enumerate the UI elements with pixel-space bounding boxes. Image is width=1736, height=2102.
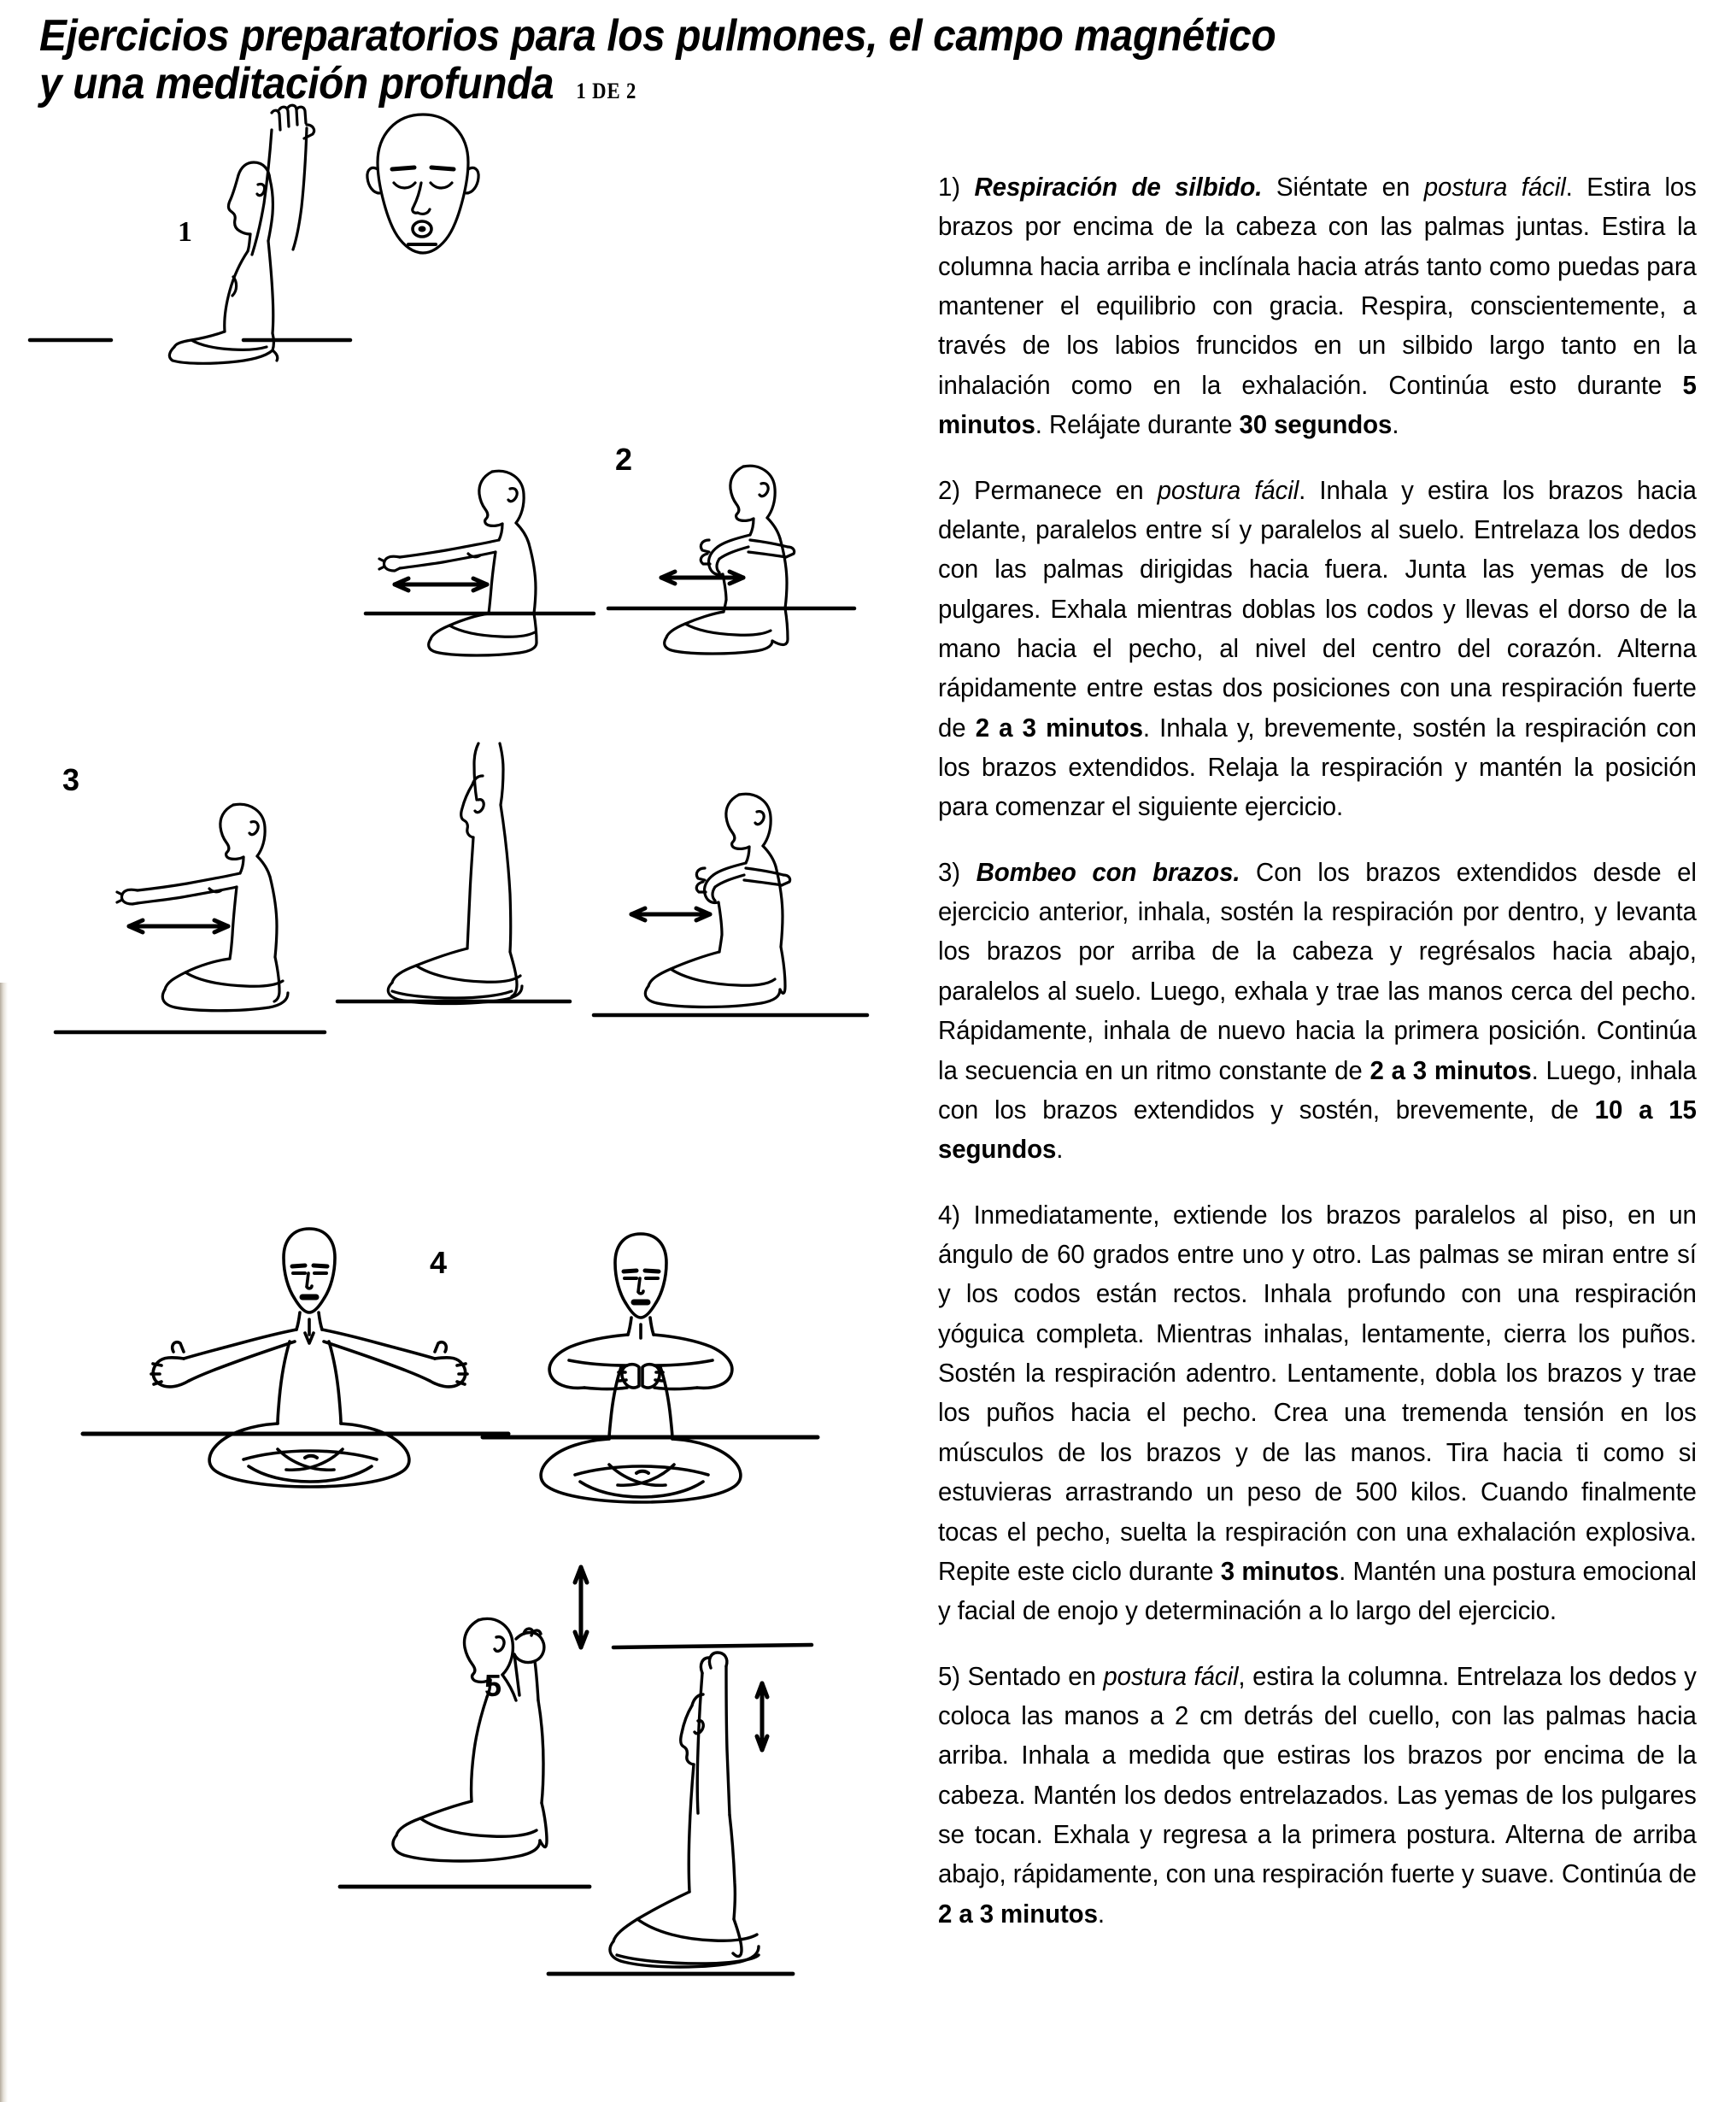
exercise-4-text-a: Inmediatamente, extiende los brazos paralelos al piso, en un ángulo de 60 grados entre uno y otro. Las palmas se miran entre sí y los codos están rectos. Inhala profundo con una respiración yóguica completa. Mientras inhalas, lentamente, cierra los puños. Sostén la respiración adentro. Lentamente, dobla los brazos y trae los puños hacia el pecho. Crea una tremenda tensión en los músculos de los brazos y de las manos. Tira hacia ti como si estuvieras arrastrando un peso de 500 kilos. Cuando finalmente tocas el pecho, suelta la respiración con una exhalación explosiva. Repite este ciclo durante [938, 1200, 1697, 1586]
title-line-1: Ejercicios preparatorios para los pulmones, el campo magnético [39, 11, 1276, 61]
exercise-5-number: 5) [938, 1661, 960, 1691]
exercise-3-number: 3) [938, 857, 960, 887]
figure-4-second-pose [513, 1213, 871, 1538]
exercise-1-text-b: . Estira los brazos por encima de la cabeza con las palmas juntas. Estira la columna hacia arriba e inclínala hacia atrás tanto como puedas para mantener el equilibrio con gracia. Respira, conscientemente, a través de los labios fruncidos en un silbido largo tanto en la inhalación como en la exhalación. Continúa esto durante [938, 173, 1697, 400]
figure-3-label: 3 [62, 762, 80, 797]
exercise-5-text-a: Sentado en [959, 1661, 1104, 1691]
exercise-1-text-a: Siéntate en [1262, 173, 1424, 202]
figure-4b-drawing [513, 1213, 871, 1538]
exercise-2-text-c: . Inhala y, brevemente, sostén la respiración con los brazos extendidos. Relaja la respiración y mantén la posición para comenzar el siguiente ejercicio. [938, 713, 1697, 822]
exercise-paragraph-1 [938, 167, 1697, 445]
exercise-5-text-b: , estira la columna. Entrelaza los dedos y coloca las manos a 2 cm detrás del cuello, con las palmas hacia arriba. Inhala a medida que estiras los brazos por encima de la cabeza. Mantén los dedos entrelazados. Las yemas de los pulgares se tocan. Exhala y regresa a la primera postura. Alterna de arriba abajo, rápidamente, con una respiración fuerte y suave. Continúa de [938, 1661, 1697, 1889]
exercise-3-bold-1: 2 a 3 minutos [1369, 1055, 1532, 1085]
exercise-5-text-c: . [1097, 1899, 1105, 1929]
exercise-paragraph-2 [938, 471, 1697, 827]
exercise-paragraph-4 [938, 1195, 1697, 1631]
exercise-2-number: 2) [938, 475, 960, 505]
exercise-3-bold-2: 10 a 15 segundos [938, 1095, 1697, 1165]
exercise-3-heading: Bombeo con brazos. [976, 857, 1240, 887]
exercise-3-text-b: . Luego, inhala con los brazos extendidos y sostén, brevemente, de [938, 1055, 1697, 1124]
exercise-1-heading: Respiración de silbido. [974, 173, 1263, 202]
figure-5-label: 5 [484, 1668, 502, 1703]
exercise-2-text-b: . Inhala y estira los brazos hacia delante, paralelos entre sí y paralelos al suelo. Entrelaza los dedos con las palmas dirigidas hacia fuera. Junta las yemas de los pulgares. Exhala mientras doblas los codos y llevas el dorso de la mano hacia el pecho, al nivel del centro del corazón. Alterna rápidamente entre estas dos posiciones con una respiración fuerte de [938, 475, 1697, 743]
figure-1-label: 1 [178, 216, 192, 248]
figure-3-drawing [47, 743, 901, 1068]
page-marker: 1 DE 2 [575, 79, 636, 104]
exercise-2-bold-1: 2 a 3 minutos [975, 713, 1143, 743]
exercise-2-italic: postura fácil [1157, 475, 1299, 505]
exercise-5-bold-1: 2 a 3 minutos [938, 1899, 1098, 1929]
exercise-paragraph-5 [938, 1657, 1697, 1935]
exercise-1-text-d: . [1392, 410, 1399, 440]
illustrations-column [0, 94, 906, 2102]
exercise-4-number: 4) [938, 1200, 960, 1230]
figure-5 [325, 1547, 906, 2102]
figure-2 [342, 444, 889, 666]
title-line-2: y una meditación profunda [39, 59, 554, 109]
exercise-1-bold-1: 5 minutos [938, 370, 1697, 440]
exercise-1-bold-2: 30 segundos [1239, 410, 1393, 440]
figure-2-drawing [342, 444, 889, 666]
exercise-1-number: 1) [938, 173, 960, 202]
exercise-4-text-b: . Mantén una postura emocional y facial de enojo y determinación a lo largo del ejercicio. [938, 1556, 1697, 1626]
exercise-4-bold-1: 3 minutos [1220, 1556, 1340, 1586]
figure-4-label: 4 [430, 1245, 448, 1280]
exercise-2-text-a: Permanece en [959, 475, 1158, 505]
exercise-3-text-a: Con los brazos extendidos desde el ejercicio anterior, inhala, sostén la respiración por dentro, y levanta los brazos por arriba de la cabeza y regrésalos hacia abajo, paralelos al suelo. Luego, exhala y trae las manos cerca del pecho. Rápidamente, inhala de nuevo hacia la primera posición. Continúa la secuencia en un ritmo constante de [938, 857, 1697, 1085]
figure-2-label: 2 [615, 442, 633, 477]
exercise-5-italic: postura fácil [1103, 1661, 1239, 1691]
figure-3 [47, 743, 901, 1068]
figure-5-drawing [325, 1547, 906, 2102]
exercise-paragraph-3 [938, 853, 1697, 1170]
figure-1-face [346, 104, 500, 275]
exercise-1-text-c: . Relájate durante [1035, 410, 1240, 440]
exercise-3-text-c: . [1056, 1135, 1064, 1165]
whistle-face-drawing [346, 104, 500, 275]
exercise-1-italic: postura fácil [1423, 173, 1566, 202]
instructions-column [938, 167, 1724, 1934]
